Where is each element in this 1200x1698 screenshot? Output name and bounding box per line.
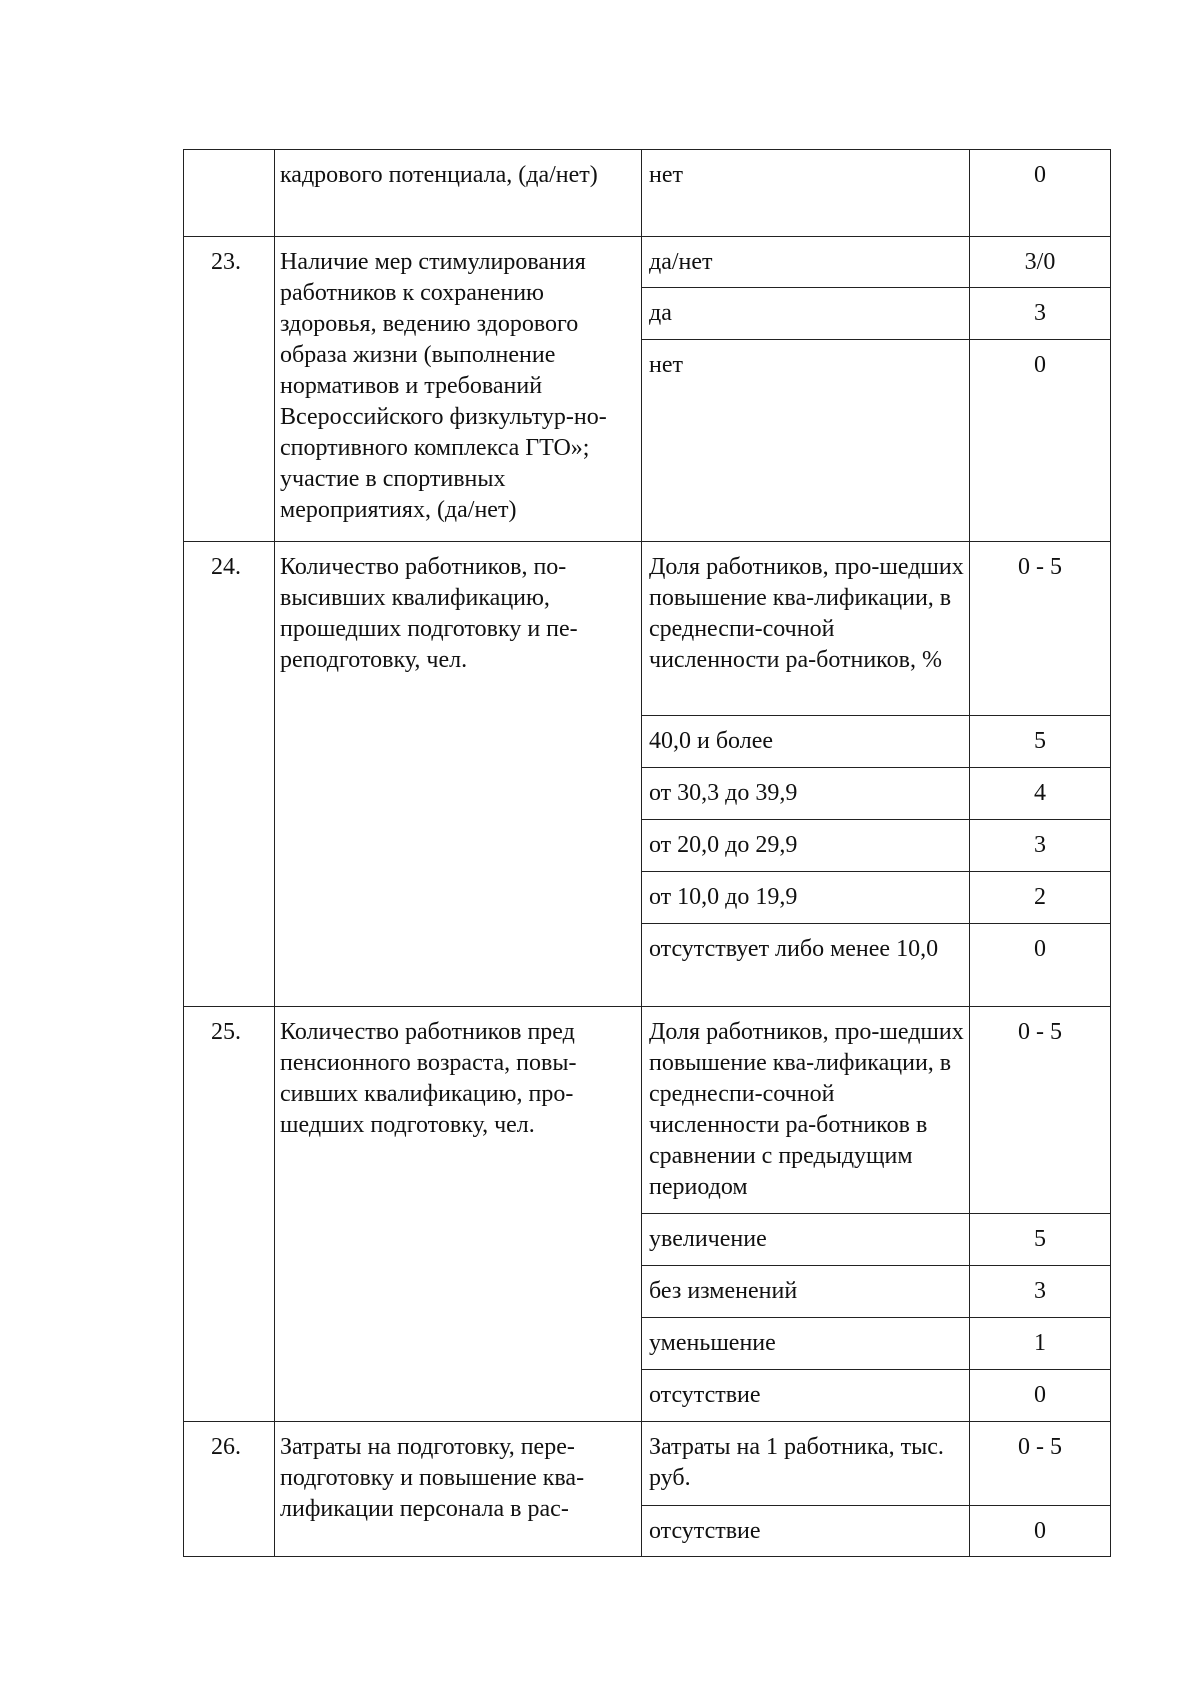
- indicator-label: нет: [642, 150, 970, 237]
- score-value: 0: [970, 340, 1111, 542]
- score-value: 2: [970, 872, 1111, 924]
- indicator-label: да/нет: [642, 237, 970, 288]
- table-row: [184, 1422, 1111, 1506]
- indicator-label: без изменений: [642, 1266, 970, 1318]
- criteria-table: [183, 149, 1111, 1557]
- criterion-text: кадрового потенциала, (да/нет): [275, 150, 642, 237]
- score-value: 3: [970, 1266, 1111, 1318]
- row-number: 25.: [184, 1007, 275, 1422]
- score-value: 5: [970, 1214, 1111, 1266]
- indicator-label: отсутствие: [642, 1506, 970, 1557]
- indicator-label: отсутствие: [642, 1370, 970, 1422]
- indicator-label: Доля работников, про-шедших повышение ква-лификации, в среднеспи-сочной численности ра-ботников в сравнении с предыдущим периодом: [642, 1007, 970, 1214]
- score-value: 3: [970, 288, 1111, 340]
- score-value: 0 - 5: [970, 1422, 1111, 1506]
- score-value: 0: [970, 150, 1111, 237]
- indicator-label: да: [642, 288, 970, 340]
- score-value: 0 - 5: [970, 542, 1111, 716]
- indicator-label: Затраты на 1 работника, тыс. руб.: [642, 1422, 970, 1506]
- score-value: 4: [970, 768, 1111, 820]
- indicator-label: от 30,3 до 39,9: [642, 768, 970, 820]
- row-number: [184, 150, 275, 237]
- indicator-label: нет: [642, 340, 970, 542]
- row-number: 23.: [184, 237, 275, 542]
- criterion-text: Затраты на подготовку, пере-подготовку и повышение ква-лификации персонала в рас-: [275, 1422, 642, 1557]
- row-number: 24.: [184, 542, 275, 1007]
- table-row: [184, 150, 1111, 237]
- score-value: 5: [970, 716, 1111, 768]
- table-row: [184, 542, 1111, 716]
- score-value: 3/0: [970, 237, 1111, 288]
- indicator-label: 40,0 и более: [642, 716, 970, 768]
- score-value: 0: [970, 1506, 1111, 1557]
- indicator-label: отсутствует либо менее 10,0: [642, 924, 970, 1007]
- score-value: 3: [970, 820, 1111, 872]
- score-value: 0: [970, 924, 1111, 1007]
- score-value: 0: [970, 1370, 1111, 1422]
- criterion-text: Количество работников, по-высивших квалификацию, прошедших подготовку и пе-реподготовку, чел.: [275, 542, 642, 1007]
- indicator-label: увеличение: [642, 1214, 970, 1266]
- criterion-text: Количество работников пред пенсионного возраста, повы-сивших квалификацию, про-шедших подготовку, чел.: [275, 1007, 642, 1422]
- score-value: 0 - 5: [970, 1007, 1111, 1214]
- indicator-label: от 10,0 до 19,9: [642, 872, 970, 924]
- score-value: 1: [970, 1318, 1111, 1370]
- table-row: [184, 237, 1111, 288]
- table-row: [184, 1007, 1111, 1214]
- indicator-label: уменьшение: [642, 1318, 970, 1370]
- row-number: 26.: [184, 1422, 275, 1557]
- indicator-label: Доля работников, про-шедших повышение ква-лификации, в среднеспи-сочной численности ра-ботников, %: [642, 542, 970, 716]
- indicator-label: от 20,0 до 29,9: [642, 820, 970, 872]
- criterion-text: Наличие мер стимулирования работников к сохранению здоровья, ведению здорового образа жизни (выполнение нормативов и требований Всероссийского физкультур-но-спортивного комплекса ГТО»; участие в спортивных мероприятиях, (да/нет): [275, 237, 642, 542]
